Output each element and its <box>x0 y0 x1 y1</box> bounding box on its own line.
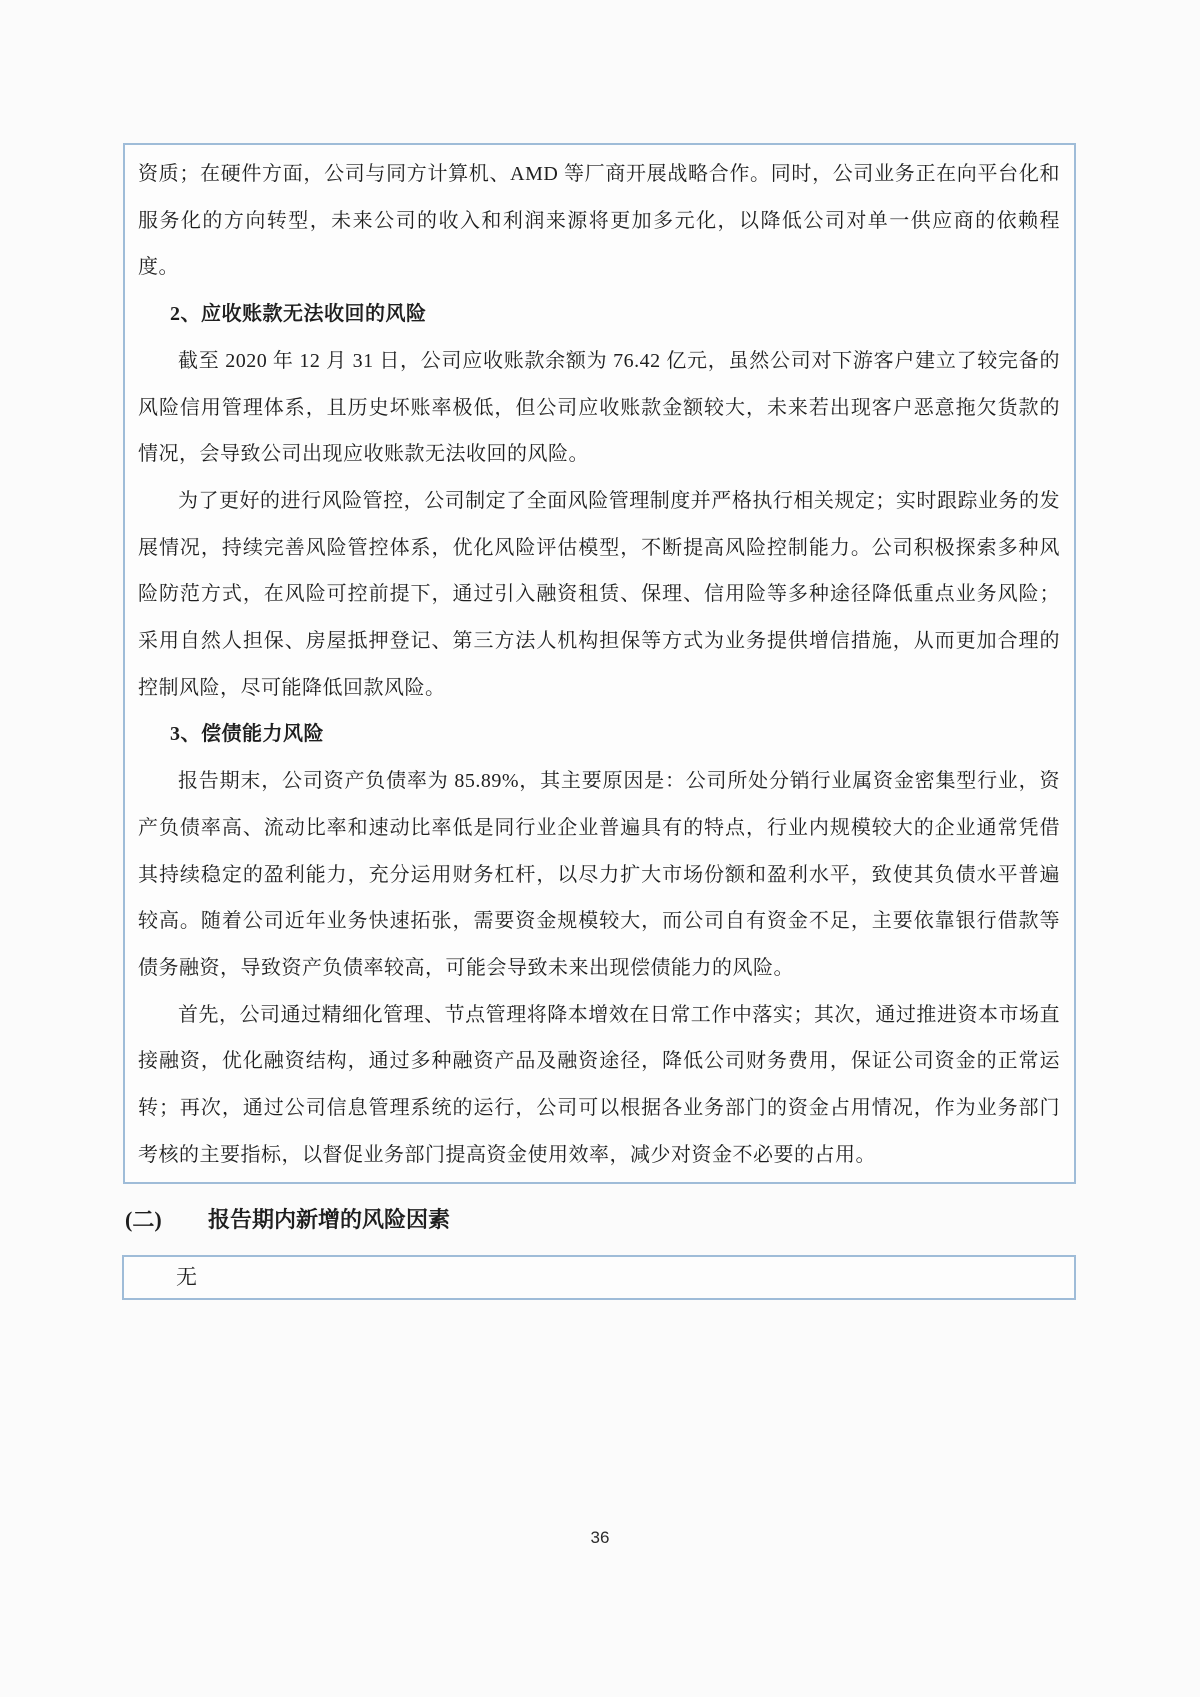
new-risks-none-box <box>122 1255 1076 1300</box>
page-number: 36 <box>590 1528 610 1547</box>
none-text: 无 <box>176 1265 198 1289</box>
risk-heading: 3、偿债能力风险 <box>170 723 324 746</box>
section-title: 报告期内新增的风险因素 <box>208 1207 451 1232</box>
risk-paragraph: 为了更好的进行风险管控，公司制定了全面风险管理制度并严格执行相关规定；实时跟踪业务的发展情况，持续完善风险管控体系，优化风险评估模型，不断提高风险控制能力。公司积极探索多种风险防范方式，在风险可控前提下，通过引入融资租赁、保理、信用险等多种途径降低重点业务风险；采用自然人担保、房屋抵押登记、第三方法人机构担保等方式为业务提供增信措施，从而更加合理的控制风险，尽可能降低回款风险。 <box>138 489 1060 699</box>
risk-factors-box <box>123 143 1076 1184</box>
section-number: (二) <box>125 1207 162 1232</box>
risk-heading: 2、应收账款无法收回的风险 <box>170 303 427 326</box>
risk-paragraph: 首先，公司通过精细化管理、节点管理将降本增效在日常工作中落实；其次，通过推进资本市场直接融资，优化融资结构，通过多种融资产品及融资途径，降低公司财务费用，保证公司资金的正常运转；再次，通过公司信息管理系统的运行，公司可以根据各业务部门的资金占用情况，作为业务部门考核的主要指标，以督促业务部门提高资金使用效率，减少对资金不必要的占用。 <box>138 1003 1060 1166</box>
section-heading-new-risks <box>125 1203 450 1234</box>
risk-paragraph: 截至 2020 年 12 月 31 日，公司应收账款余额为 76.42 亿元，虽然公司对下游客户建立了较完备的风险信用管理体系，且历史坏账率极低，但公司应收账款金额较大，未来若出现客户恶意拖欠货款的情况，会导致公司出现应收账款无法收回的风险。 <box>138 349 1060 466</box>
risk-paragraph: 资质；在硬件方面，公司与同方计算机、AMD 等厂商开展战略合作。同时，公司业务正在向平台化和服务化的方向转型，未来公司的收入和利润来源将更加多元化，以降低公司对单一供应商的依赖程度。 <box>138 163 1060 279</box>
risk-paragraph: 报告期末，公司资产负债率为 85.89%，其主要原因是：公司所处分销行业属资金密集型行业，资产负债率高、流动比率和速动比率低是同行业企业普遍具有的特点，行业内规模较大的企业通常凭借其持续稳定的盈利能力，充分运用财务杠杆，以尽力扩大市场份额和盈利水平，致使其负债水平普遍较高。随着公司近年业务快速拓张，需要资金规模较大，而公司自有资金不足，主要依靠银行借款等债务融资，导致资产负债率较高，可能会导致未来出现偿债能力的风险。 <box>138 770 1060 979</box>
